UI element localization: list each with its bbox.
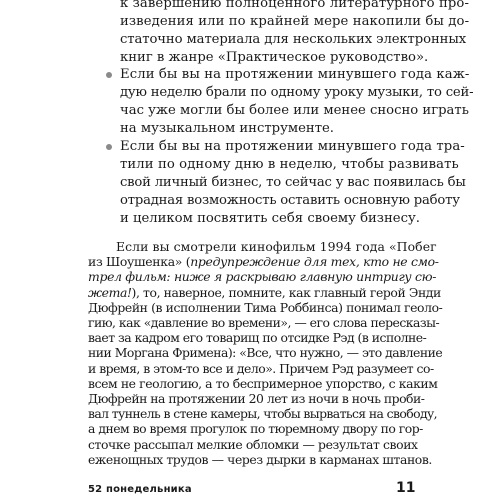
text-line: Если вы смотрели кинофильм 1994 года «Побег — [116, 239, 437, 254]
text-line: Если бы вы на протяжении минувшего года каж- — [120, 67, 470, 82]
text-line: к завершению полноценного литературного про- — [120, 0, 470, 11]
text-line: свой личный бизнес, то сейчас у вас появилась бы — [120, 175, 466, 190]
text-line: вает за кадром его товарищ по отсидке Рэд (в исполне- — [88, 330, 427, 346]
text-line: дую неделю брали по одному уроку музыки, то сей- — [120, 85, 474, 100]
text-line: статочно материала для нескольких электронных — [120, 32, 467, 47]
text-line: изведения или по крайней мере накопили бы до- — [120, 14, 470, 29]
bullet-icon — [106, 144, 112, 150]
text-line: час уже могли бы более или менее сносно играть — [120, 103, 469, 118]
text-line: и целиком посвятить себя своему бизнесу. — [120, 211, 420, 226]
text-line: вал туннель в стене камеры, чтобы вырваться на свободу, — [88, 406, 437, 422]
text-run-italic: жета! — [88, 284, 132, 300]
text-line: и время, в этом-то все и дело». Причем Рэд разумеет со- — [88, 360, 434, 376]
text-run-italic: трел фильм: ниже я раскрываю главную интригу сю- — [88, 269, 437, 285]
text-line: Если бы вы на протяжении минувшего года тра- — [120, 139, 465, 154]
text-line: на музыкальном инструменте. — [120, 121, 334, 136]
text-run: из Шоушенка» ( — [88, 254, 191, 270]
text-run: ), то, наверное, помните, как главный герой Энди — [131, 284, 441, 300]
text-line: Дюфрейн на протяжении 20 лет из ночи в ночь проби- — [88, 391, 425, 406]
text-line: сточке рассыпал мелкие обломки — результат своих — [88, 436, 418, 452]
text-line: еженощных трудов — через дырки в карманах штанов. — [88, 451, 432, 467]
text-line: а днем во время прогулок по тюремному двору по гор- — [88, 421, 423, 437]
running-footer-title: 52 понедельника — [88, 484, 192, 495]
text-line: Дюфрейн (в исполнении Тима Роббинса) понимал геоло- — [88, 299, 443, 315]
text-line: всем не геологию, а то беспримерное упорство, с каким — [88, 375, 438, 391]
text-run-italic: предупреждение для тех, кто не смо- — [190, 254, 439, 270]
text-line: книг в жанре «Практическое руководство». — [120, 50, 429, 65]
bullet-icon — [106, 72, 112, 78]
text-line: отрадная возможность оставить основную работу — [120, 193, 460, 208]
text-line: нии Моргана Фримена): «Все, что нужно, — это давление — [88, 345, 443, 361]
text-line: тили по одному дню в неделю, чтобы развивать — [120, 157, 459, 172]
page-number: 11 — [396, 480, 416, 496]
text-line: гию, как «давление во времени», — его слова пересказы- — [88, 315, 440, 330]
